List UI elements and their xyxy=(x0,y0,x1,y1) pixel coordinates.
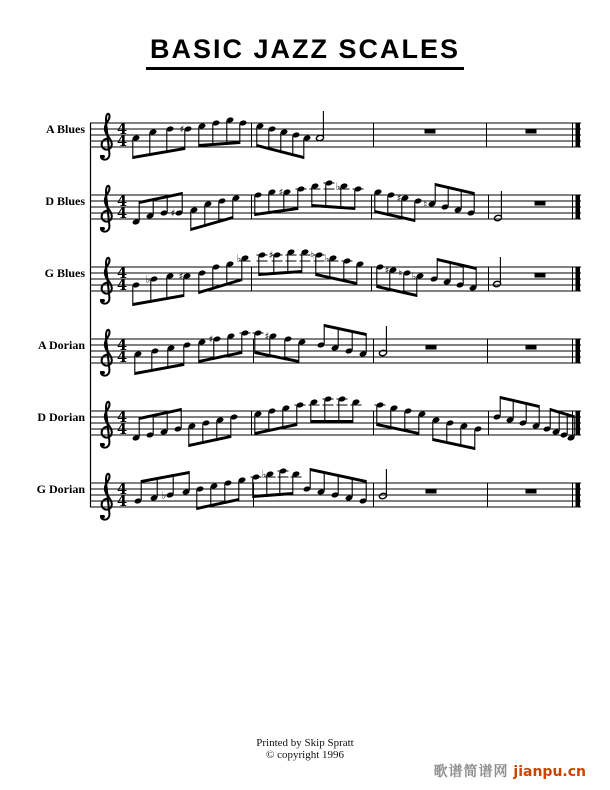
whole-rest xyxy=(526,130,537,134)
beamed-note-group xyxy=(196,477,246,510)
svg-text:4: 4 xyxy=(116,277,128,294)
beamed-note-group xyxy=(374,189,422,222)
accidental: ♭ xyxy=(236,253,242,265)
beamed-note-group xyxy=(543,408,575,441)
beam xyxy=(133,147,185,159)
beamed-note-group xyxy=(198,117,247,147)
staff-system-4 xyxy=(90,396,581,450)
treble-clef-icon xyxy=(101,402,112,448)
site-watermark xyxy=(434,761,586,781)
beam xyxy=(259,270,302,276)
beamed-note-group xyxy=(253,330,307,363)
beam xyxy=(324,324,366,336)
beamed-note-group xyxy=(198,330,251,363)
watermark-site-url: jianpu.cn xyxy=(513,764,586,780)
beamed-note-group xyxy=(132,192,183,225)
staff-label-g-blues: G Blues xyxy=(44,266,85,280)
svg-text:4: 4 xyxy=(116,337,128,354)
beamed-note-group xyxy=(257,249,311,276)
svg-text:4: 4 xyxy=(116,493,128,510)
beamed-note-group xyxy=(309,396,362,423)
accidental: ♭ xyxy=(161,490,167,502)
beam xyxy=(133,294,184,306)
beamed-note-group xyxy=(432,417,482,450)
whole-rest xyxy=(426,346,437,350)
beam xyxy=(135,363,184,375)
beam xyxy=(311,420,353,423)
whole-rest xyxy=(526,346,537,350)
beam xyxy=(189,435,231,447)
time-signature xyxy=(117,337,127,366)
svg-text:4: 4 xyxy=(116,121,128,138)
whole-rest xyxy=(426,490,437,494)
accidental: ♯ xyxy=(264,331,270,343)
beamed-note-group xyxy=(254,402,306,435)
beam xyxy=(437,258,476,270)
footer-printed-by: Printed by Skip Spratt xyxy=(256,737,354,749)
beam xyxy=(199,141,240,147)
beam xyxy=(500,396,539,408)
beamed-note-group xyxy=(188,414,238,447)
beamed-note-group xyxy=(132,408,182,441)
beamed-note-group xyxy=(134,471,190,504)
beamed-note-group xyxy=(376,264,424,297)
staff-label-d-blues: D Blues xyxy=(45,194,85,208)
accidental: ♭ xyxy=(324,253,330,265)
beam xyxy=(141,471,189,483)
half-note xyxy=(493,257,501,287)
time-signature xyxy=(117,481,127,510)
beamed-note-group xyxy=(424,183,476,216)
staff-label-d-dorian: D Dorian xyxy=(37,410,85,424)
accidental: ♯ xyxy=(278,187,284,199)
beamed-note-group xyxy=(134,342,191,375)
accidental: ♮ xyxy=(398,268,403,280)
beamed-note-group xyxy=(493,396,540,429)
page-title: BASIC JAZZ SCALES xyxy=(146,34,464,70)
accidental: ♯ xyxy=(396,193,402,205)
staff-label-g-dorian: G Dorian xyxy=(36,482,85,496)
beamed-note-group xyxy=(132,125,192,160)
beam xyxy=(312,204,355,210)
beamed-note-group xyxy=(132,272,191,307)
staff-system-2 xyxy=(90,249,581,306)
staff-label-a-blues: A Blues xyxy=(45,122,85,136)
svg-text:4: 4 xyxy=(116,349,128,366)
beam xyxy=(433,438,475,450)
whole-rest xyxy=(526,490,537,494)
time-signature xyxy=(117,265,127,294)
staff-system-0 xyxy=(90,111,581,160)
footer-copyright: © copyright 1996 xyxy=(265,749,344,761)
svg-text:4: 4 xyxy=(116,421,128,438)
final-barline xyxy=(576,483,581,507)
svg-text:4: 4 xyxy=(116,205,128,222)
beamed-note-group xyxy=(430,258,477,291)
accidental: ♯ xyxy=(178,271,184,283)
beam xyxy=(253,492,293,498)
beam xyxy=(139,408,181,420)
accidental: ♯ xyxy=(384,265,390,277)
beam xyxy=(375,210,415,222)
accidental: ♮ xyxy=(310,250,315,262)
time-signature xyxy=(117,409,127,438)
half-note xyxy=(494,191,502,221)
beamed-note-group xyxy=(311,251,365,286)
staff-system-3 xyxy=(90,324,581,376)
beam xyxy=(435,183,474,195)
accidental: ♭ xyxy=(335,181,341,193)
accidental: ♮ xyxy=(423,199,428,211)
svg-text:4: 4 xyxy=(116,409,128,426)
final-barline xyxy=(576,123,581,147)
beamed-note-group xyxy=(198,254,251,295)
accidental: ♯ xyxy=(179,124,185,136)
footer xyxy=(0,737,610,761)
svg-text:4: 4 xyxy=(116,481,128,498)
final-barline xyxy=(576,267,581,291)
svg-text:4: 4 xyxy=(116,193,128,210)
beamed-note-group xyxy=(317,324,367,357)
half-note xyxy=(379,326,387,356)
beamed-note-group xyxy=(303,468,367,504)
whole-rest xyxy=(535,202,546,206)
whole-rest xyxy=(425,130,436,134)
accidental: ♭ xyxy=(261,469,267,481)
time-signature xyxy=(117,121,127,150)
accidental: ♯ xyxy=(208,334,214,346)
treble-clef-icon xyxy=(101,186,112,232)
staff-system-5 xyxy=(90,468,581,520)
beam xyxy=(191,216,233,231)
beam xyxy=(197,498,239,510)
staff-system-1 xyxy=(90,180,581,232)
beamed-note-group xyxy=(375,402,427,435)
accidental: ♯ xyxy=(268,250,274,262)
time-signature xyxy=(117,193,127,222)
beam xyxy=(255,207,298,216)
final-barline xyxy=(576,195,581,219)
final-barline xyxy=(576,339,581,363)
whole-rest xyxy=(535,274,546,278)
accidental: ♭ xyxy=(411,271,417,283)
treble-clef-icon xyxy=(101,258,112,304)
final-barline xyxy=(576,411,581,435)
treble-clef-icon xyxy=(101,114,112,160)
accidental: ♭ xyxy=(145,274,151,286)
beam xyxy=(139,192,182,204)
half-note xyxy=(316,111,324,141)
treble-clef-icon xyxy=(101,330,112,376)
watermark-site-name: 歌谱简谱网 xyxy=(433,764,509,780)
beam xyxy=(199,278,242,294)
accidental: ♯ xyxy=(170,208,176,220)
svg-text:4: 4 xyxy=(116,265,128,282)
svg-text:4: 4 xyxy=(116,133,128,150)
staff-label-a-dorian: A Dorian xyxy=(37,338,85,352)
treble-clef-icon xyxy=(101,474,112,520)
